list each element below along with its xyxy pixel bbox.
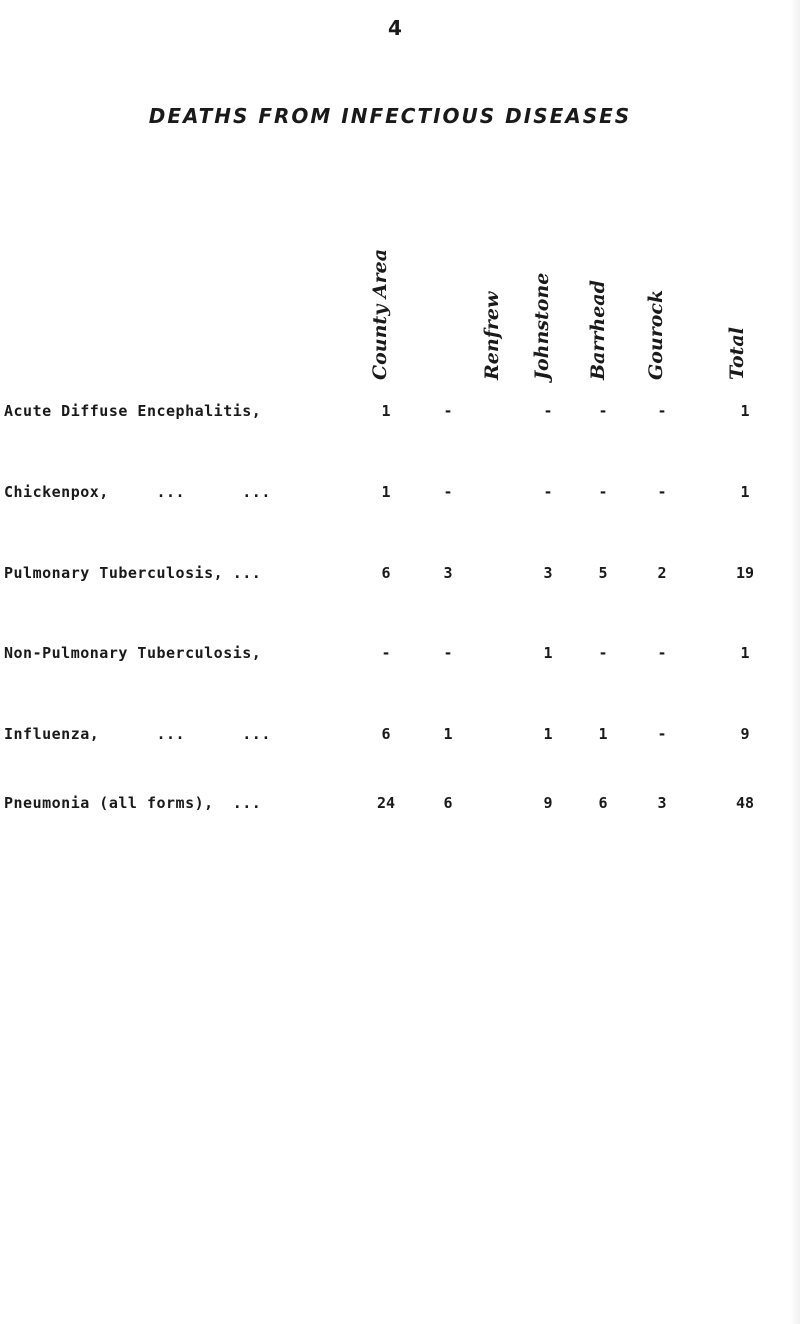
page-number: 4 [388, 16, 402, 40]
cell-total: 1 [740, 483, 750, 501]
row-label: Non-Pulmonary Tuberculosis, [4, 644, 262, 662]
cell-gourock: - [657, 725, 667, 743]
cell-johnstone: 9 [543, 794, 553, 812]
cell-county-area: 24 [376, 794, 396, 812]
cell-renfrew: - [443, 644, 453, 662]
cell-total: 9 [740, 725, 750, 743]
cell-barrhead: 6 [598, 794, 608, 812]
cell-gourock: - [657, 402, 667, 420]
cell-gourock: - [657, 483, 667, 501]
cell-renfrew: 3 [443, 564, 453, 582]
row-label: Acute Diffuse Encephalitis, [4, 402, 262, 420]
cell-county-area: - [381, 644, 391, 662]
cell-total: 1 [740, 402, 750, 420]
cell-barrhead: 1 [598, 725, 608, 743]
cell-johnstone: 1 [543, 644, 553, 662]
row-label: Pulmonary Tuberculosis, ... [4, 564, 262, 582]
cell-renfrew: - [443, 483, 453, 501]
column-header-county-area: County Area [369, 248, 391, 380]
page-edge-shadow [790, 0, 800, 1324]
cell-barrhead: - [598, 644, 608, 662]
cell-gourock: - [657, 644, 667, 662]
cell-county-area: 1 [381, 402, 391, 420]
cell-renfrew: 6 [443, 794, 453, 812]
cell-johnstone: - [543, 483, 553, 501]
column-header-gourock: Gourock [645, 289, 667, 380]
column-header-johnstone: Johnstone [531, 272, 553, 380]
cell-county-area: 1 [381, 483, 391, 501]
row-label: Influenza, ... ... [4, 725, 271, 743]
column-header-renfrew: Renfrew [481, 291, 503, 380]
row-label: Chickenpox, ... ... [4, 483, 271, 501]
cell-total: 1 [740, 644, 750, 662]
cell-total: 48 [735, 794, 755, 812]
column-header-total: Total [726, 327, 748, 380]
cell-total: 19 [735, 564, 755, 582]
cell-barrhead: 5 [598, 564, 608, 582]
cell-gourock: 3 [657, 794, 667, 812]
cell-renfrew: - [443, 402, 453, 420]
cell-johnstone: - [543, 402, 553, 420]
column-header-barrhead: Barrhead [587, 280, 609, 380]
cell-county-area: 6 [381, 564, 391, 582]
cell-johnstone: 3 [543, 564, 553, 582]
cell-barrhead: - [598, 483, 608, 501]
row-label: Pneumonia (all forms), ... [4, 794, 262, 812]
cell-gourock: 2 [657, 564, 667, 582]
cell-johnstone: 1 [543, 725, 553, 743]
cell-renfrew: 1 [443, 725, 453, 743]
cell-county-area: 6 [381, 725, 391, 743]
cell-barrhead: - [598, 402, 608, 420]
page-title: DEATHS FROM INFECTIOUS DISEASES [148, 104, 632, 128]
